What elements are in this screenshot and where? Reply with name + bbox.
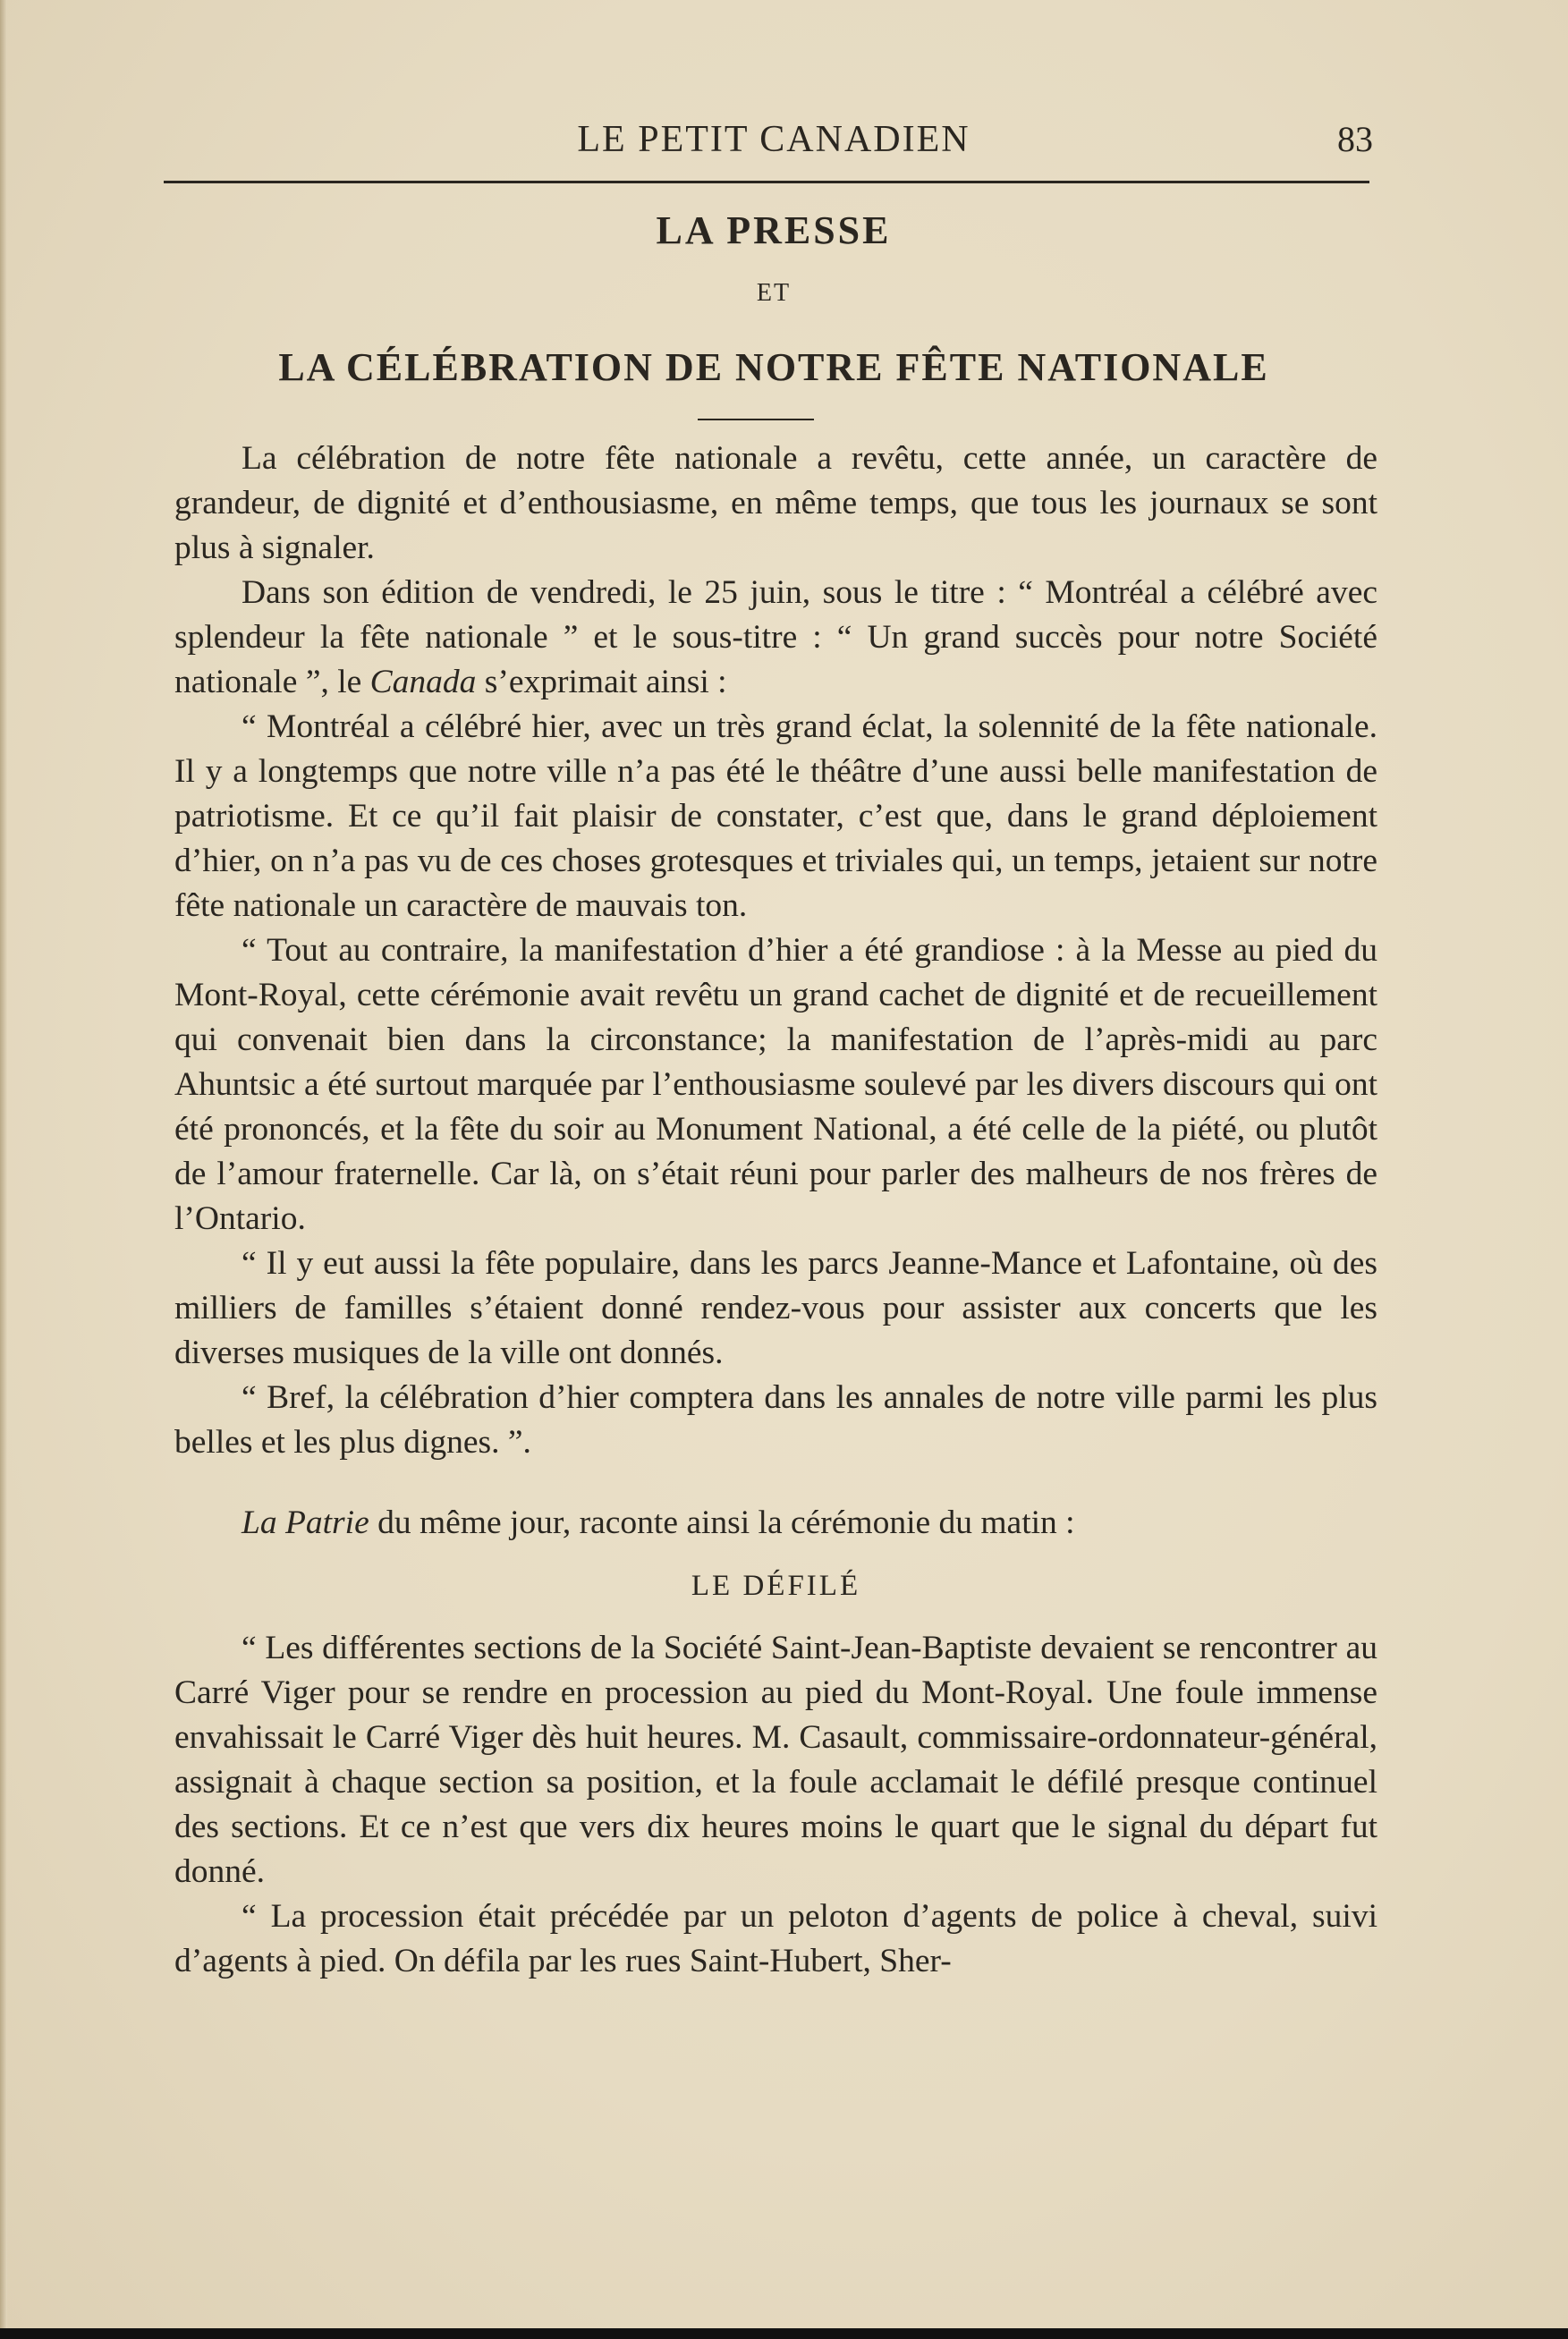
article-subtitle: LA CÉLÉBRATION DE NOTRE FÊTE NATIONALE	[278, 345, 1269, 389]
newspaper-name-la-patrie: La Patrie	[242, 1504, 369, 1541]
section-heading: LE DÉFILÉ	[691, 1570, 861, 1602]
page-number: 83	[1337, 119, 1373, 159]
article-body	[174, 436, 1377, 1984]
paragraph-4: “ Tout au contraire, la manifestation d’hier a été grandiose : à la Messe au pied du Mont-Royal, cette cérémonie avait revêtu un grand cachet de dignité et de recueillement qui convenait bien dans la circonstance; la manifestation de l’après-midi au parc Ahuntsic a été surtout marquée par l’enthousiasme soulevé par les divers discours qui ont été prononcés, et la fête du soir au Monument National, a été celle de la piété, ou plutôt de l’amour fraternelle. Car là, on s’était réuni pour parler des malheurs de nos frères de l’Ontario.	[174, 932, 1377, 1237]
article-title: LA PRESSE	[656, 208, 892, 252]
paragraph-2-text-a: Dans son édition de vendredi, le 25 juin, sous le titre : “ Montréal a célébré avec splendeur la fête nationale ” et le sous-titre : “ Un grand succès pour notre Société nationale ”, le	[174, 574, 1377, 700]
newspaper-name-canada: Canada	[369, 664, 477, 700]
article-title-conjunction: ET	[756, 279, 792, 307]
paragraph-2-text-b: s’exprimait ainsi :	[476, 664, 727, 700]
paragraph-2	[174, 571, 1377, 705]
page-bottom-edge	[0, 2328, 1568, 2339]
page-binding-edge	[0, 0, 7, 2339]
paragraph-8: “ Les différentes sections de la Société Saint-Jean-Baptiste devaient se rencontrer au Carré Viger pour se rendre en procession au pied du Mont-Royal. Une foule immense envahissait le Carré Viger dès huit heures. M. Casault, commissaire-ordonnateur-général, assignait à chaque section sa position, et la foule acclamait le défilé presque continuel des sections. Et ce n’est que vers dix heures moins le quart que le signal du départ fut donné.	[174, 1630, 1377, 1890]
paragraph-3: “ Montréal a célébré hier, avec un très grand éclat, la solennité de la fête nationale. Il y a longtemps que notre ville n’a pas été le théâtre d’une aussi belle manifestation de patriotisme. Et ce qu’il fait plaisir de constater, c’est que, dans le grand déploiement d’hier, on n’a pas vu de ces choses grotesques et triviales qui, un temps, jetaient sur notre fête nationale un caractère de mauvais ton.	[174, 708, 1377, 924]
running-title: LE PETIT CANADIEN	[577, 119, 970, 160]
running-head	[174, 118, 1373, 172]
paragraph-7	[174, 1501, 1377, 1546]
paragraph-9: “ La procession était précédée par un peloton d’agents de police à cheval, suivi d’agents à pied. On défila par les rues Saint-Hubert, Sher-	[174, 1898, 1377, 1979]
paragraph-6: “ Bref, la célébration d’hier comptera dans les annales de notre ville parmi les plus belles et les plus dignes. ”.	[174, 1379, 1377, 1461]
paragraph-1: La célébration de notre fête nationale a revêtu, cette année, un caractère de grandeur, de dignité et d’enthousiasme, en même temps, que tous les journaux se sont plus à signaler.	[174, 440, 1377, 566]
paragraph-7-text: du même jour, raconte ainsi la cérémonie du matin :	[369, 1504, 1075, 1541]
header-rule	[164, 181, 1369, 183]
title-divider	[698, 419, 814, 420]
paragraph-5: “ Il y eut aussi la fête populaire, dans les parcs Jeanne-Mance et Lafontaine, où des milliers de familles s’étaient donné rendez-vous pour assister aux concerts que les diverses musiques de la ville ont donnés.	[174, 1245, 1377, 1371]
